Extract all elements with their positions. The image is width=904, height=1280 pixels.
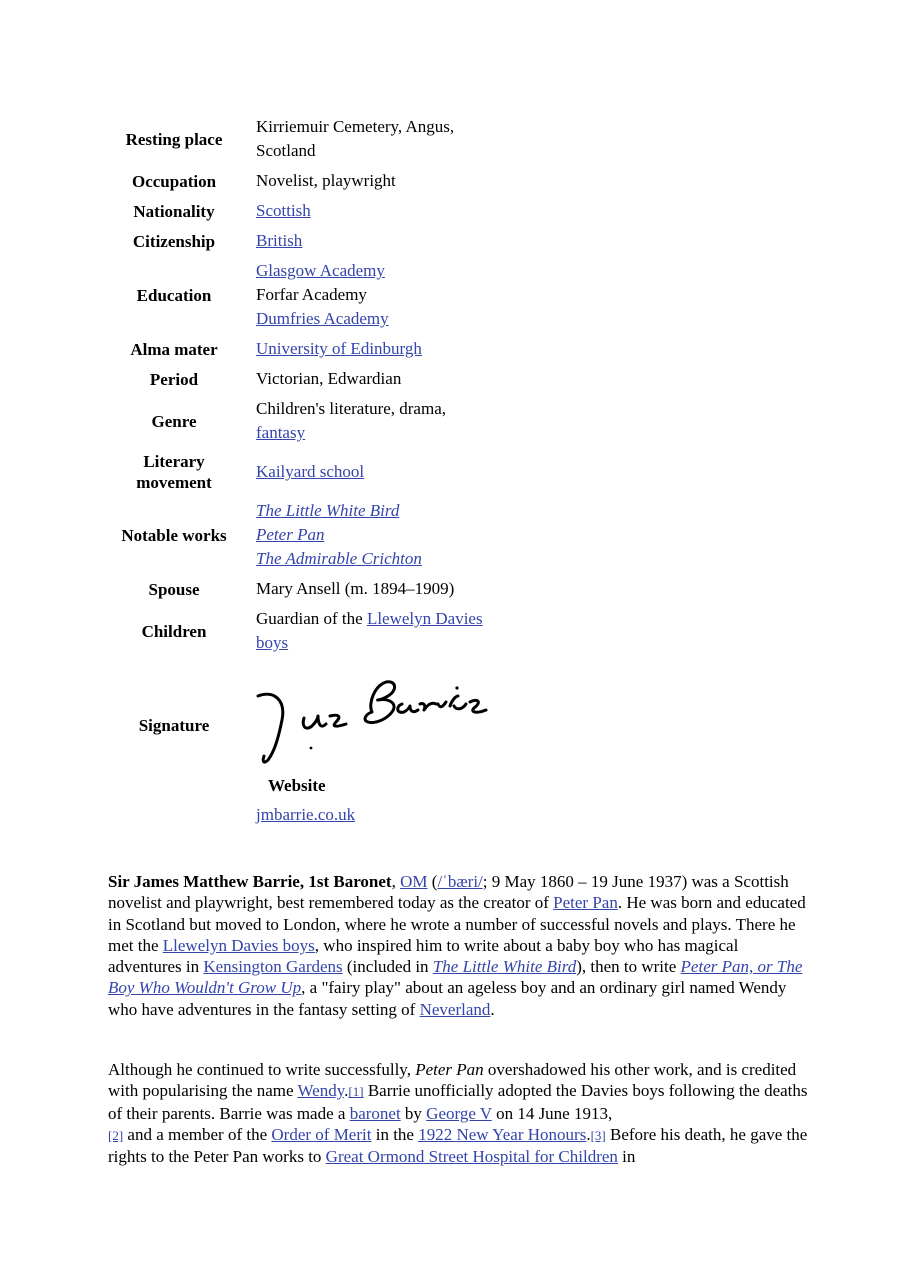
literary-movement-link[interactable]: Kailyard school <box>256 462 365 481</box>
link-neverland[interactable]: Neverland <box>419 999 491 1019</box>
genre-text: Children's literature, drama, <box>256 399 446 418</box>
reference-link[interactable]: [1] <box>348 1084 364 1100</box>
label-line: movement <box>136 473 212 492</box>
signature-image <box>256 678 506 768</box>
infobox-row-website <box>100 771 520 800</box>
text-run: Although he continued to write successfully, <box>108 1060 416 1079</box>
infobox-row-education <box>100 256 520 334</box>
text-run: , a "fairy play" about an ageless boy and an ordinary girl named Wendy who have adventures in the fantasy setting of <box>108 978 787 1019</box>
infobox-row-children <box>100 604 520 658</box>
infobox-value <box>256 800 520 830</box>
link-llewelyn-davies-boys[interactable]: Llewelyn Davies boys <box>162 935 315 955</box>
text-run: ), then to write <box>576 957 681 977</box>
link-ipa[interactable]: /ˈbæri/ <box>437 872 483 891</box>
infobox-row-website-value <box>100 800 520 830</box>
citizenship-link[interactable]: British <box>256 231 303 250</box>
children-link-davies[interactable]: Llewelyn Davies <box>366 609 483 628</box>
infobox-row-signature <box>100 658 520 771</box>
text-run: Barrie unofficially adopted the Davies boys following the deaths of their parents. Barrie was made a <box>108 1081 808 1123</box>
education-link-glasgow[interactable]: Glasgow Academy <box>256 261 385 280</box>
infobox-label: Notable works <box>121 525 227 545</box>
infobox-value <box>256 604 520 658</box>
infobox-label: Occupation <box>131 171 217 191</box>
subject-name: Sir James Matthew Barrie, 1st Baronet <box>108 872 392 891</box>
link-order-of-merit[interactable]: Order of Merit <box>271 1124 372 1144</box>
resting-place-line: Kirriemuir Cemetery, Angus, <box>256 117 455 136</box>
infobox-value <box>256 394 520 448</box>
infobox-row-occupation <box>100 166 520 196</box>
infobox-label: Nationality <box>133 201 215 221</box>
infobox-row-citizenship <box>100 226 520 256</box>
infobox-value: Mary Ansell (m. 1894–1909) <box>256 579 455 598</box>
text-run: by <box>400 1103 427 1123</box>
infobox-row-notable-works <box>100 496 520 574</box>
infobox-label: Children <box>141 621 207 641</box>
text-run: and a member of the <box>123 1124 272 1144</box>
link-peter-pan-play[interactable]: Peter Pan, or The Boy Who Wouldn't Grow Up <box>108 957 803 998</box>
infobox-value <box>256 256 520 334</box>
article-paragraph-2 <box>108 1059 808 1167</box>
infobox-label: Period <box>149 369 199 389</box>
infobox-value <box>256 196 520 226</box>
infobox-value: Novelist, playwright <box>256 171 396 190</box>
infobox-value <box>256 226 520 256</box>
text-run: . <box>490 999 495 1019</box>
infobox-row-nationality <box>100 196 520 226</box>
reference-link[interactable]: [2] <box>108 1127 124 1143</box>
link-george-v[interactable]: George V <box>426 1103 492 1123</box>
infobox-row-period <box>100 364 520 394</box>
signature-cell <box>256 658 520 771</box>
link-baronet[interactable]: baronet <box>349 1103 401 1123</box>
infobox-spacer <box>100 800 256 830</box>
infobox-value <box>256 112 520 166</box>
text-run: overshadowed his other work, and is credited with popularising the name <box>108 1060 797 1101</box>
infobox-label: Citizenship <box>132 231 216 251</box>
text-run: , who inspired him to write about a baby boy who has magical adventures in <box>108 935 739 977</box>
notable-work-link[interactable]: The Admirable Crichton <box>256 549 422 568</box>
alma-mater-link[interactable]: University of Edinburgh <box>256 339 422 358</box>
infobox-label: Spouse <box>148 579 200 599</box>
text-run: Before his death, he gave the rights to the Peter Pan works to <box>108 1124 808 1167</box>
text-run: on 14 June 1913, <box>491 1103 613 1123</box>
link-great-ormond-street[interactable]: Great Ormond Street Hospital for Children <box>325 1147 618 1167</box>
link-kensington-gardens[interactable]: Kensington Gardens <box>203 957 343 977</box>
education-link-dumfries[interactable]: Dumfries Academy <box>256 309 389 328</box>
infobox-label: Genre <box>151 411 197 431</box>
infobox-row-alma-mater <box>100 334 520 364</box>
infobox-label: Website <box>268 776 326 795</box>
infobox-row-resting-place <box>100 112 520 166</box>
infobox-row-literary-movement <box>100 448 520 496</box>
infobox-label: Alma mater <box>130 339 218 359</box>
infobox-label: Signature <box>138 715 210 735</box>
resting-place-line: Scotland <box>256 141 316 160</box>
link-little-white-bird[interactable]: The Little White Bird <box>432 957 577 977</box>
text-run: . <box>586 1124 591 1144</box>
article-paragraph-1 <box>108 871 808 1020</box>
education-item-forfar: Forfar Academy <box>256 285 367 304</box>
children-link-boys[interactable]: boys <box>256 633 289 652</box>
text-run: ; 9 May 1860 – 19 June 1937) was a Scottish novelist and playwright, best remembered today as the creator of <box>108 872 789 913</box>
infobox-value <box>256 448 520 496</box>
text-run: in the <box>371 1124 419 1144</box>
notable-work-link[interactable]: The Little White Bird <box>256 501 400 520</box>
text-run: in <box>617 1147 636 1167</box>
label-line: Literary <box>143 452 205 471</box>
notable-work-link[interactable]: Peter Pan <box>256 525 325 544</box>
infobox-row-genre <box>100 394 520 448</box>
infobox-value <box>256 334 520 364</box>
reference-link[interactable]: [3] <box>590 1127 606 1143</box>
italic-title: Peter Pan <box>415 1060 484 1079</box>
infobox-label <box>100 448 256 496</box>
text-run: . <box>344 1081 349 1101</box>
text-run: . He was born and educated in Scotland but moved to London, where he wrote a number of successful novels and plays. There he met the <box>108 893 806 955</box>
nationality-link[interactable]: Scottish <box>256 201 311 220</box>
infobox-value <box>256 496 520 574</box>
genre-link-fantasy[interactable]: fantasy <box>256 423 306 442</box>
text-run: , <box>391 872 401 891</box>
infobox-label: Resting place <box>125 129 223 149</box>
link-om[interactable]: OM <box>400 872 428 891</box>
text-run: ( <box>427 872 438 891</box>
children-text: Guardian of the <box>256 609 367 628</box>
infobox-value: Victorian, Edwardian <box>256 369 402 388</box>
website-link[interactable]: jmbarrie.co.uk <box>256 805 356 824</box>
infobox-row-spouse <box>100 574 520 604</box>
link-wendy[interactable]: Wendy <box>297 1081 345 1101</box>
link-peter-pan[interactable]: Peter Pan <box>553 893 618 913</box>
infobox <box>100 112 520 830</box>
link-new-year-honours[interactable]: 1922 New Year Honours <box>418 1124 587 1144</box>
text-run: (included in <box>342 957 433 977</box>
infobox-label: Education <box>136 285 212 305</box>
